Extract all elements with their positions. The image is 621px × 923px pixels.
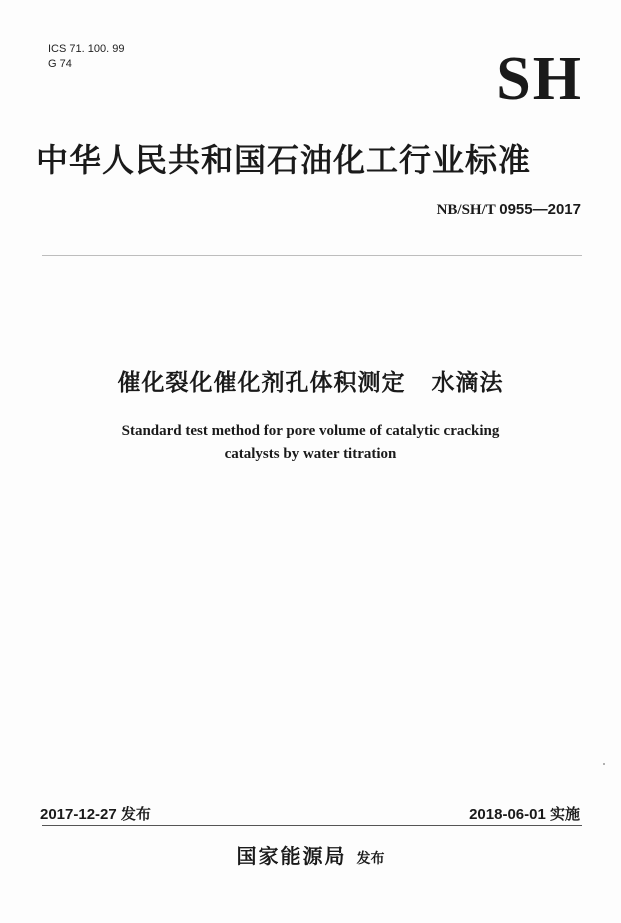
publication-date bbox=[40, 803, 151, 824]
publication-date-label: 发布 bbox=[120, 806, 151, 823]
top-divider bbox=[42, 255, 582, 256]
document-title-en bbox=[0, 420, 621, 466]
bottom-divider bbox=[42, 825, 582, 826]
classification-codes bbox=[48, 42, 124, 72]
title-en-line-2: catalysts by water titration bbox=[224, 446, 397, 462]
issuer-name: 国家能源局 bbox=[236, 844, 347, 868]
ics-code: ICS 71. 100. 99 bbox=[48, 43, 125, 55]
standard-category-mark: SH bbox=[496, 45, 583, 113]
document-title-zh bbox=[0, 364, 621, 397]
standard-number bbox=[437, 201, 581, 219]
issuing-authority bbox=[0, 840, 621, 869]
standard-number-value: 0955—2017 bbox=[499, 201, 581, 218]
standard-number-prefix: NB/SH/T bbox=[436, 202, 496, 218]
implementation-date-value: 2018-06-01 bbox=[469, 806, 546, 823]
implementation-date bbox=[469, 803, 580, 824]
publication-date-value: 2017-12-27 bbox=[40, 806, 117, 823]
ccs-code: G 74 bbox=[48, 58, 72, 70]
issuer-action: 发布 bbox=[356, 851, 385, 867]
scan-speck bbox=[603, 763, 605, 765]
industry-standard-title: 中华人民共和国石油化工行业标准 bbox=[36, 141, 532, 179]
title-en-line-1: Standard test method for pore volume of catalytic cracking bbox=[121, 423, 500, 439]
title-zh-method: 水滴法 bbox=[431, 370, 504, 396]
title-zh-main: 催化裂化催化剂孔体积测定 bbox=[117, 370, 406, 396]
implementation-date-label: 实施 bbox=[549, 806, 580, 823]
